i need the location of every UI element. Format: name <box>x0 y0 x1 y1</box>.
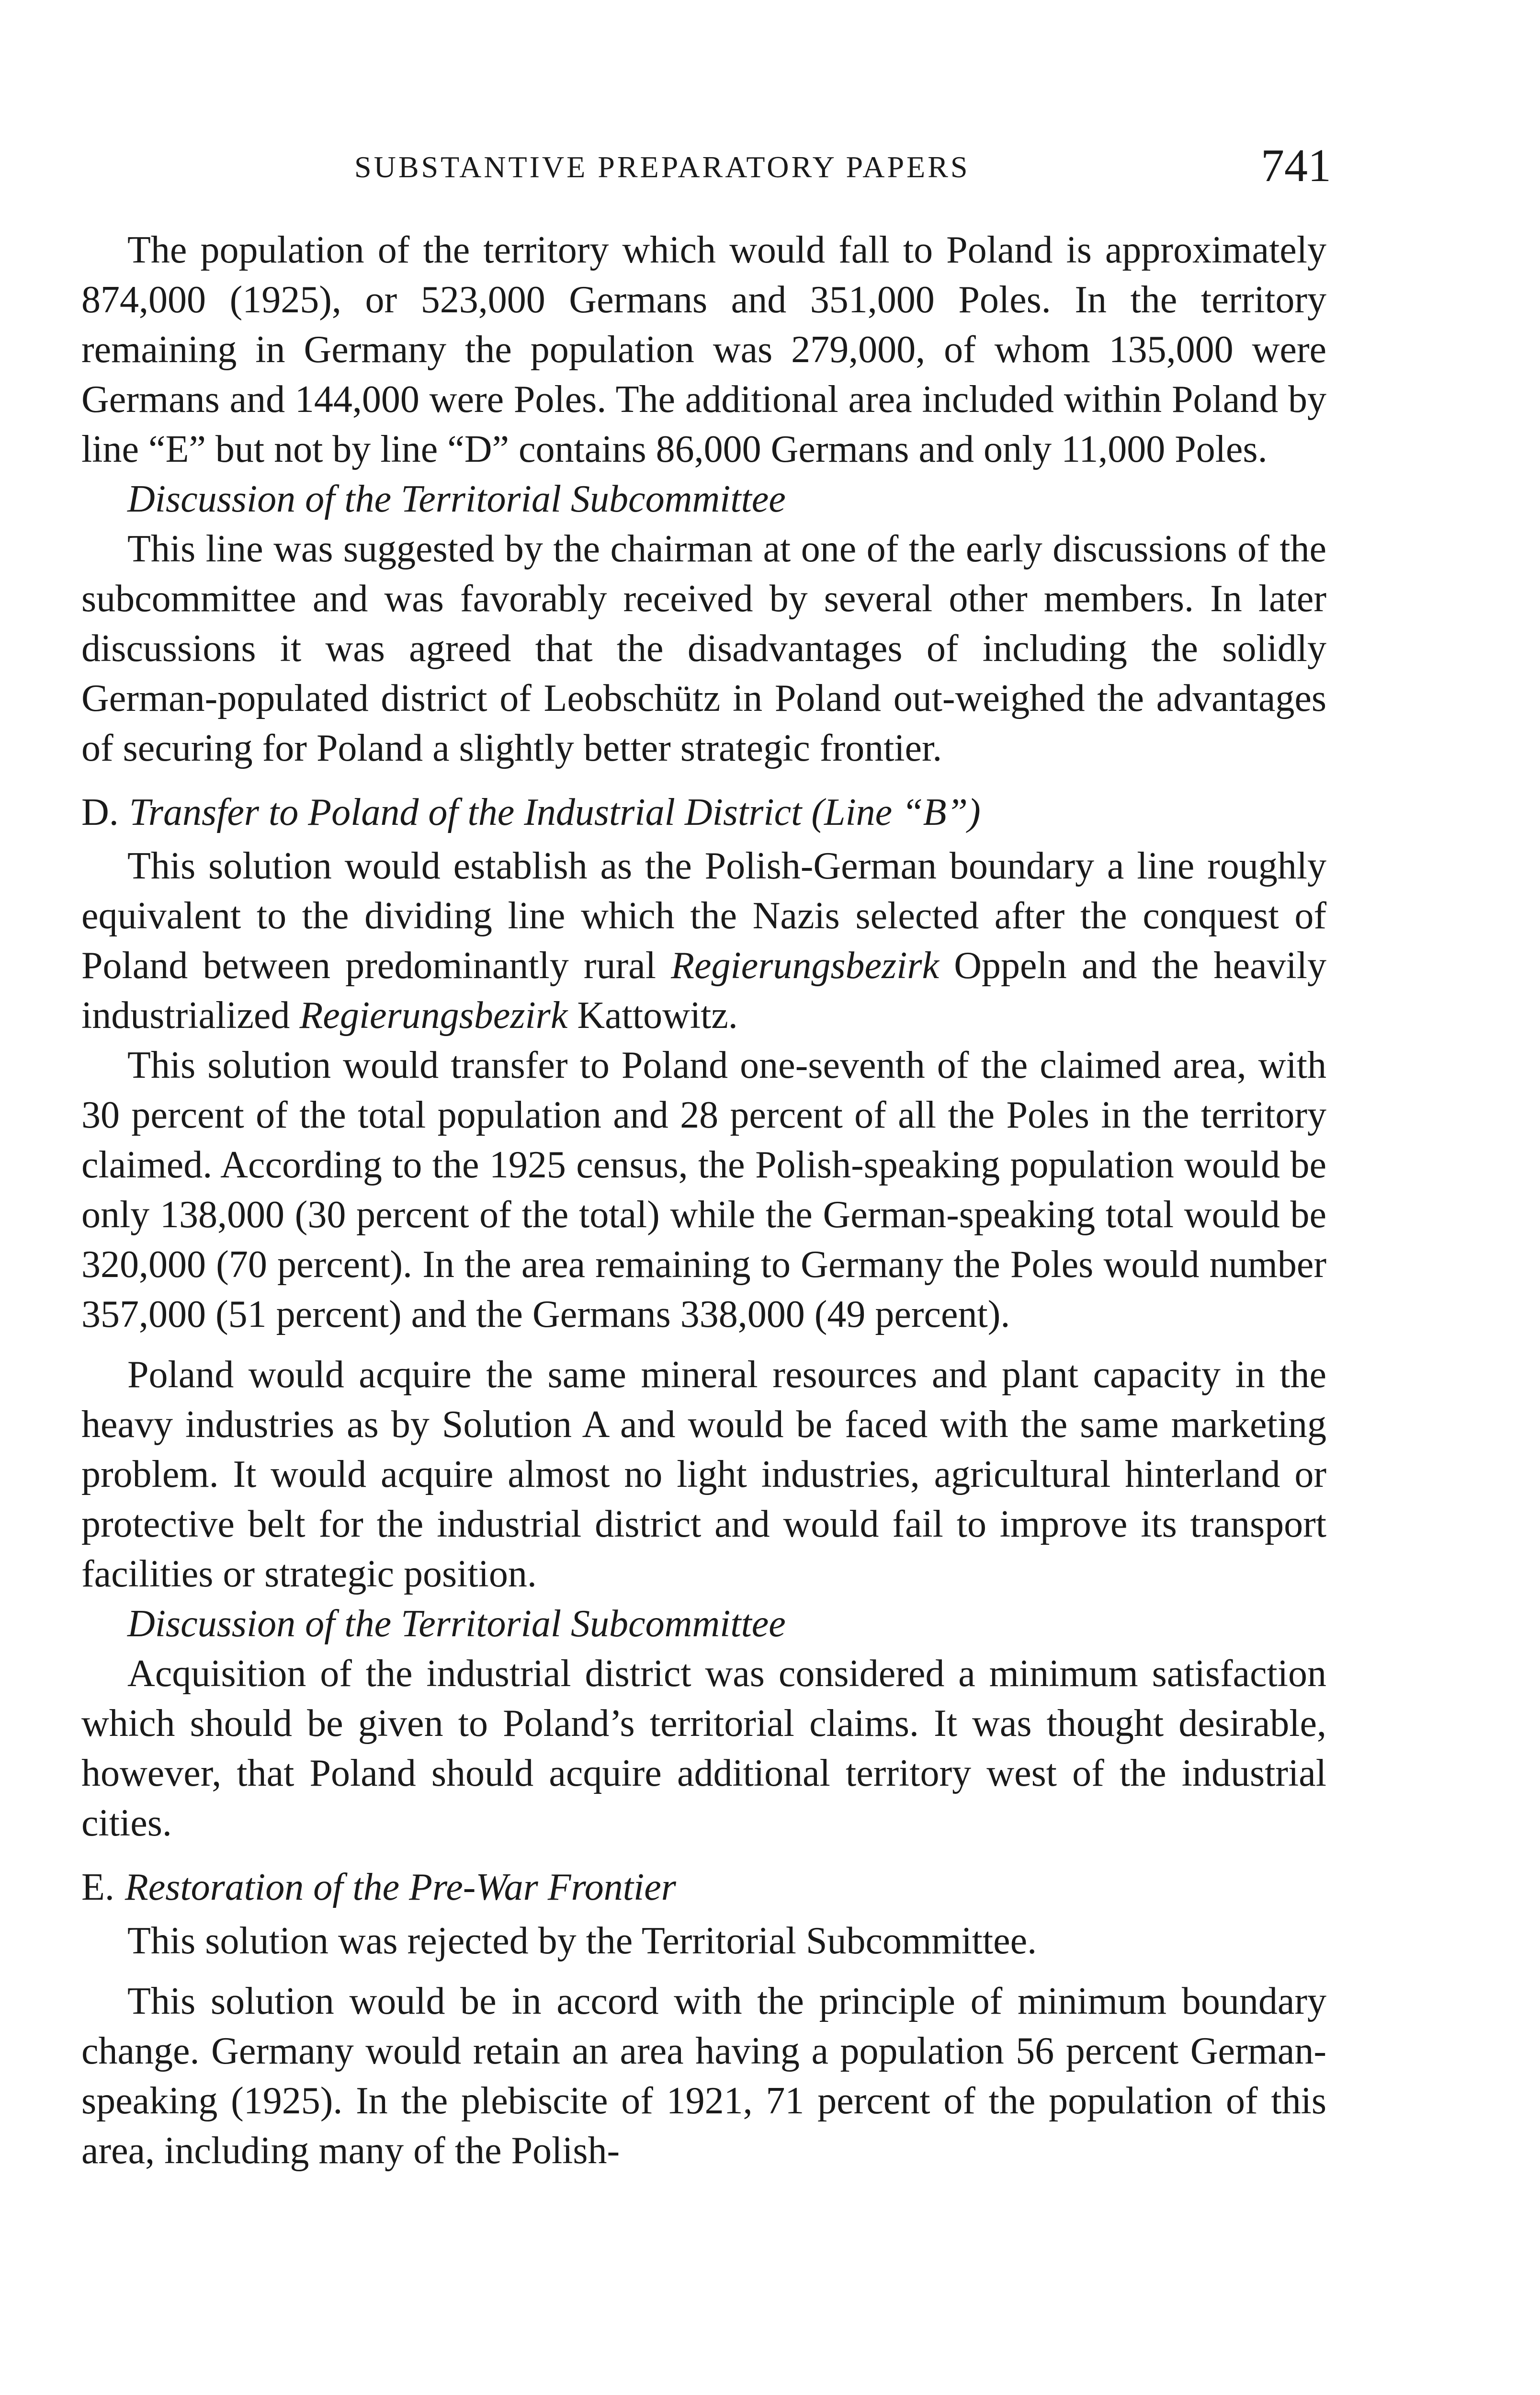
paragraph-solution-boundary <box>81 841 1326 1040</box>
section-title: Transfer to Poland of the Industrial District (Line “B”) <box>129 791 981 833</box>
page-header <box>81 139 1331 201</box>
paragraph-population-estimates: The population of the territory which would fall to Poland is approximately 874,000 (1925), or 523,000 Germans and 351,000 Poles. In the territory remaining in Germany the population was 279,000, of whom 135,000 were Germans and 144,000 were Poles. The additional area included within Poland by line “E” but not by line “D” contains 86,000 Germans and only 11,000 Poles. <box>81 229 1326 470</box>
foreign-term: Regierungsbezirk <box>299 994 568 1037</box>
page-number: 741 <box>1261 140 1331 192</box>
section-heading-e <box>81 1862 1326 1912</box>
text-run: Oppeln and the heavily industrialized <box>81 945 1326 1037</box>
paragraph-population-transfer: This solution would transfer to Poland one-seventh of the claimed area, with 30 percent of the total population and 28 percent of all the Poles in the territory claimed. According to the 1925 census, the Polish-speaking population would be only 138,000 (30 percent of the total) while the German-speaking total would be 320,000 (70 percent). In the area remaining to Germany the Poles would number 357,000 (51 percent) and the Germans 338,000 (49 percent). <box>81 1044 1326 1335</box>
paragraph-industrial-district: Acquisition of the industrial district was considered a minimum satisfaction which should be given to Poland’s territorial claims. It was thought desirable, however, that Poland should acquire additional territory west of the industrial cities. <box>81 1653 1326 1844</box>
paragraph-mineral-resources: Poland would acquire the same mineral resources and plant capacity in the heavy industries as by Solution A and would be faced with the same marketing problem. It would acquire almost no light industries, agricultural hinterland or protective belt for the industrial district and would fail to improve its transport facilities or strategic position. <box>81 1354 1326 1595</box>
body-text <box>81 225 1326 2176</box>
section-letter: E. <box>81 1866 114 1908</box>
section-letter: D. <box>81 791 119 833</box>
subheading-territorial-subcommittee-discussion: Discussion of the Territorial Subcommittee <box>127 1603 786 1645</box>
subheading-territorial-subcommittee-discussion: Discussion of the Territorial Subcommittee <box>127 478 786 520</box>
running-head: SUBSTANTIVE PREPARATORY PAPERS <box>354 150 970 184</box>
section-title: Restoration of the Pre-War Frontier <box>125 1866 676 1908</box>
paragraph-subcommittee-discussion: This line was suggested by the chairman at one of the early discussions of the subcommittee and was favorably received by several other members. In later discussions it was agreed that the disadvantages of including the solidly German-populated district of Leobschütz in Poland out-weighed the advantages of securing for Poland a slightly better strategic frontier. <box>81 528 1326 769</box>
text-run: This solution would establish as the Polish-German boundary a line roughly equivalent to the dividing line which the Nazis selected after the conquest of Poland between predominantly rural <box>81 845 1326 987</box>
paragraph-solution-rejected: This solution was rejected by the Territorial Subcommittee. <box>127 1920 1037 1962</box>
paragraph-minimum-boundary-change: This solution would be in accord with the principle of minimum boundary change. Germany would retain an area having a population 56 percent German-speaking (1925). In the plebiscite of 1921, 71 percent of the population of this area, including many of the Polish- <box>81 1980 1326 2172</box>
foreign-term: Regierungsbezirk <box>671 945 939 987</box>
section-heading-d <box>81 787 1326 837</box>
text-run: Kattowitz. <box>567 994 738 1037</box>
